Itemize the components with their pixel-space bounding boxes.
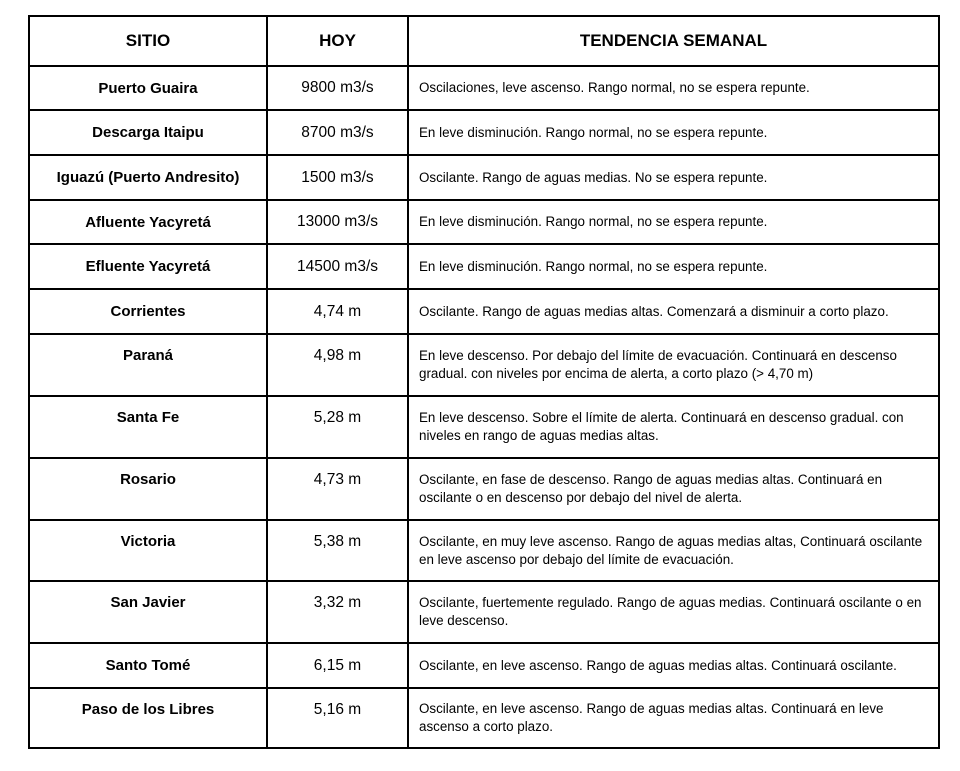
trend-cell: En leve disminución. Rango normal, no se espera repunte. — [408, 200, 939, 244]
header-site: SITIO — [29, 16, 267, 66]
site-cell: Paso de los Libres — [29, 688, 267, 748]
table-row — [29, 520, 939, 581]
today-cell: 6,15 m — [267, 643, 408, 688]
table-row — [29, 289, 939, 334]
trend-cell: En leve disminución. Rango normal, no se espera repunte. — [408, 110, 939, 155]
today-cell: 4,73 m — [267, 458, 408, 520]
today-cell: 5,16 m — [267, 688, 408, 748]
trend-cell: Oscilante, en fase de descenso. Rango de aguas medias altas. Continuará en oscilante o en descenso por debajo del nivel de alerta. — [408, 458, 939, 520]
trend-cell: Oscilante, en muy leve ascenso. Rango de aguas medias altas, Continuará oscilante en leve ascenso por debajo del límite de evacuación. — [408, 520, 939, 581]
table-row — [29, 581, 939, 643]
site-cell: Rosario — [29, 458, 267, 520]
trend-cell: En leve disminución. Rango normal, no se espera repunte. — [408, 244, 939, 289]
trend-cell: En leve descenso. Sobre el límite de alerta. Continuará en descenso gradual. con niveles en rango de aguas medias altas. — [408, 396, 939, 458]
trend-cell: Oscilante, en leve ascenso. Rango de aguas medias altas. Continuará oscilante. — [408, 643, 939, 688]
today-cell: 5,28 m — [267, 396, 408, 458]
site-cell: Afluente Yacyretá — [29, 200, 267, 244]
header-trend: TENDENCIA SEMANAL — [408, 16, 939, 66]
site-cell: Efluente Yacyretá — [29, 244, 267, 289]
trend-cell: Oscilante. Rango de aguas medias. No se espera repunte. — [408, 155, 939, 200]
site-cell: Victoria — [29, 520, 267, 581]
table-row — [29, 110, 939, 155]
table-row — [29, 200, 939, 244]
today-cell: 4,74 m — [267, 289, 408, 334]
trend-cell: En leve descenso. Por debajo del límite de evacuación. Continuará en descenso gradual. con niveles por encima de alerta, a corto plazo (> 4,70 m) — [408, 334, 939, 396]
site-cell: Santa Fe — [29, 396, 267, 458]
today-cell: 4,98 m — [267, 334, 408, 396]
site-cell: Santo Tomé — [29, 643, 267, 688]
today-cell: 1500 m3/s — [267, 155, 408, 200]
trend-cell: Oscilaciones, leve ascenso. Rango normal, no se espera repunte. — [408, 66, 939, 110]
today-cell: 3,32 m — [267, 581, 408, 643]
site-cell: Puerto Guaira — [29, 66, 267, 110]
table-row — [29, 396, 939, 458]
hydrology-table — [28, 15, 940, 749]
site-cell: Corrientes — [29, 289, 267, 334]
table-row — [29, 155, 939, 200]
site-cell: Descarga Itaipu — [29, 110, 267, 155]
table-header-row — [29, 16, 939, 66]
table-row — [29, 688, 939, 748]
site-cell: San Javier — [29, 581, 267, 643]
site-cell: Iguazú (Puerto Andresito) — [29, 155, 267, 200]
today-cell: 8700 m3/s — [267, 110, 408, 155]
table-row — [29, 244, 939, 289]
today-cell: 14500 m3/s — [267, 244, 408, 289]
table-row — [29, 334, 939, 396]
table-row — [29, 66, 939, 110]
site-cell: Paraná — [29, 334, 267, 396]
today-cell: 9800 m3/s — [267, 66, 408, 110]
table-row — [29, 458, 939, 520]
table-row — [29, 643, 939, 688]
today-cell: 13000 m3/s — [267, 200, 408, 244]
trend-cell: Oscilante, fuertemente regulado. Rango de aguas medias. Continuará oscilante o en leve descenso. — [408, 581, 939, 643]
header-today: HOY — [267, 16, 408, 66]
trend-cell: Oscilante, en leve ascenso. Rango de aguas medias altas. Continuará en leve ascenso a corto plazo. — [408, 688, 939, 748]
trend-cell: Oscilante. Rango de aguas medias altas. Comenzará a disminuir a corto plazo. — [408, 289, 939, 334]
today-cell: 5,38 m — [267, 520, 408, 581]
